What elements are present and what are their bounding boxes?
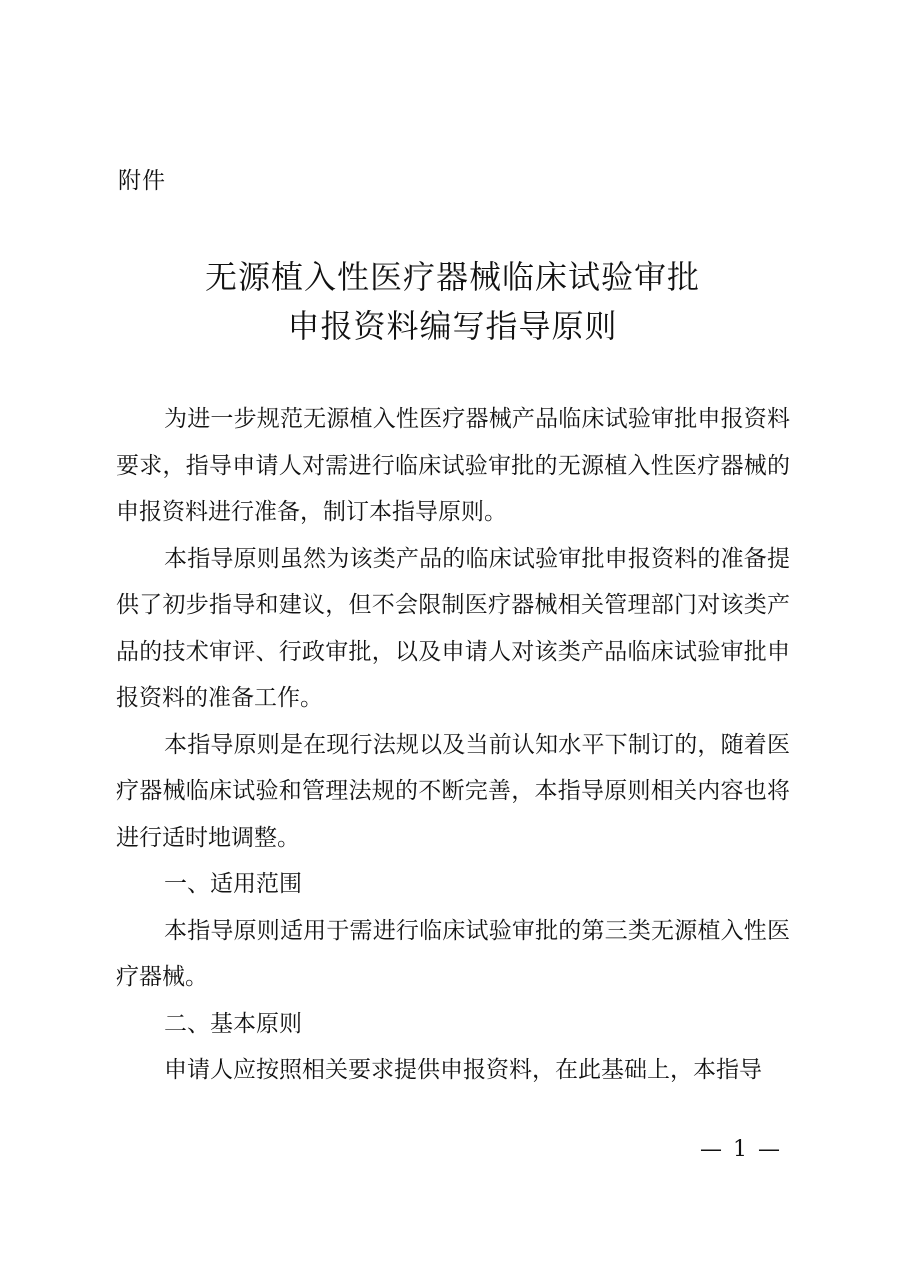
document-body [116, 396, 790, 1094]
attachment-label: 附件 [118, 168, 166, 194]
paragraph-basic-principles: 申请人应按照相关要求提供申报资料，在此基础上，本指导 [164, 1057, 762, 1083]
document-title-line-1: 无源植入性医疗器械临床试验审批 [204, 258, 700, 296]
document-title-line-2: 申报资料编写指导原则 [287, 307, 618, 345]
section-heading-basic-principles: 二、基本原则 [164, 1010, 302, 1037]
paragraph-applicability: 本指导原则适用于需进行临床试验审批的第三类无源植入性医疗器械。 [116, 917, 790, 990]
section-heading-applicability: 一、适用范围 [164, 871, 302, 897]
paragraph-intro-purpose: 为进一步规范无源植入性医疗器械产品临床试验审批申报资料要求，指导申请人对需进行临床试验审批的无源植入性医疗器械的申报资料进行准备，制订本指导原则。 [116, 406, 790, 525]
paragraph-intro-scope-note: 本指导原则虽然为该类产品的临床试验审批申报资料的准备提供了初步指导和建议，但不会限制医疗器械相关管理部门对该类产品的技术审评、行政审批，以及申请人对该类产品临床试验审批申报资料的准备工作。 [116, 545, 790, 711]
page-number: — 1 — [700, 1137, 782, 1162]
paragraph-intro-update-note: 本指导原则是在现行法规以及当前认知水平下制订的，随着医疗器械临床试验和管理法规的不断完善，本指导原则相关内容也将进行适时地调整。 [116, 731, 790, 851]
